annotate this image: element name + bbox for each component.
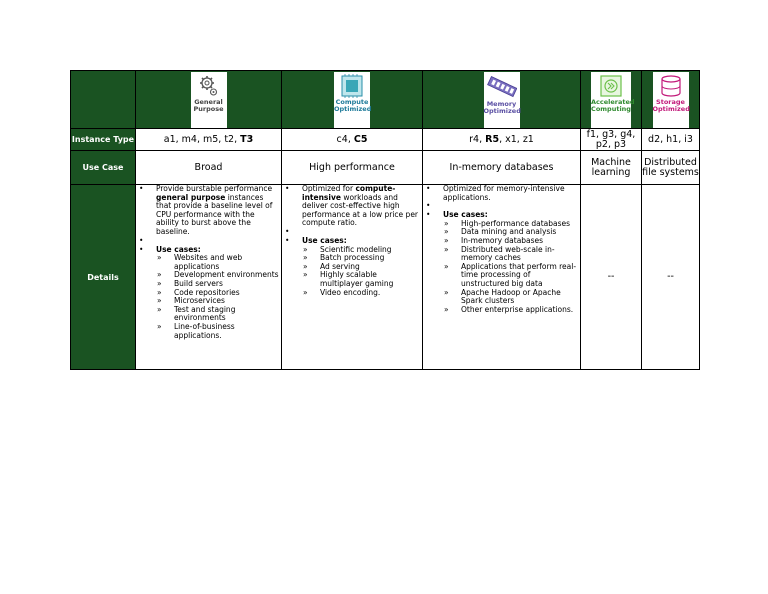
accelerated-computing-label-1: Accelerated (591, 97, 635, 106)
use-case-storage: Distributed file systems (642, 151, 700, 185)
memory-optimized-tile (484, 72, 520, 128)
storage-optimized-tile (653, 72, 689, 128)
intro-text: Optimized for (302, 184, 356, 193)
list-item: » Test and staging environments (174, 306, 279, 323)
intro-text-end: workloads and deliver cost-effective high performance at a low price per compute ratio. (302, 192, 419, 228)
intro-text-end: instances that provide a baseline level of CPU performance with the ability to burst above the baseline. (156, 192, 273, 236)
storage-optimized-label-2: Optimized (652, 105, 690, 113)
list-item: » Video encoding. (320, 289, 420, 298)
gear-icon (198, 74, 220, 98)
instance-type-general-text: a1, m4, m5, t2, (163, 133, 241, 145)
instance-type-general-bold: T3 (240, 133, 254, 145)
details-general-usecases (156, 246, 279, 341)
general-purpose-tile (191, 72, 227, 128)
details-memory (423, 185, 581, 370)
details-compute (282, 185, 423, 370)
instance-type-general (136, 129, 282, 151)
details-compute-intro (302, 185, 420, 228)
list-item: » Distributed web-scale in-memory caches (461, 246, 578, 263)
details-memory-list (423, 185, 578, 314)
list-item: » Applications that perform real-time processing of unstructured big data (461, 263, 578, 289)
list-item: » Microservices (174, 297, 279, 306)
instance-type-compute (282, 129, 423, 151)
instance-type-memory-suffix: , x1, z1 (499, 133, 534, 145)
list-item: » Apache Hadoop or Apache Spark clusters (461, 289, 578, 306)
list-item: » Scientific modeling (320, 246, 420, 255)
list-item: » Data mining and analysis (461, 228, 578, 237)
instance-type-memory-text: r4, (469, 133, 486, 145)
instance-type-compute-bold: C5 (353, 133, 368, 145)
list-item: » Ad serving (320, 263, 420, 272)
instance-type-accelerated: f1, g3, g4, p2, p3 (581, 129, 642, 151)
memory-optimized-label-2: Optimized (483, 107, 521, 115)
list-item: » Highly scalable multiplayer gaming (320, 271, 420, 288)
general-purpose-label-1: General (194, 97, 223, 106)
list-item: » Line-of-business applications. (174, 323, 279, 340)
accelerated-computing-label-2: Computing (591, 105, 631, 113)
corner-cell (71, 71, 136, 129)
header-general-purpose (136, 71, 282, 129)
storage-optimized-label-1: Storage (656, 97, 685, 106)
list-item: » In-memory databases (461, 237, 578, 246)
use-case-compute: High performance (282, 151, 423, 185)
compute-optimized-label-2: Optimized (334, 105, 372, 113)
use-cases-heading: Use cases: (156, 244, 201, 254)
instance-type-label: Instance Type (71, 129, 136, 151)
details-row (71, 185, 700, 370)
details-memory-sublist (443, 220, 578, 315)
use-case-general: Broad (136, 151, 282, 185)
header-row (71, 71, 700, 129)
details-general-sublist (156, 254, 279, 340)
details-memory-usecases (443, 211, 578, 314)
chip-icon (339, 74, 365, 98)
use-case-accelerated: Machine learning (581, 151, 642, 185)
header-accelerated-computing (581, 71, 642, 129)
details-storage: -- (642, 185, 700, 370)
details-compute-usecases (302, 237, 420, 297)
details-memory-intro: • Optimized for memory-intensive applications. (443, 185, 578, 202)
list-item: » Other enterprise applications. (461, 306, 578, 315)
database-icon (659, 74, 683, 98)
instance-type-storage: d2, h1, i3 (642, 129, 700, 151)
use-case-memory: In-memory databases (423, 151, 581, 185)
instance-type-memory (423, 129, 581, 151)
list-item: » Websites and web applications (174, 254, 279, 271)
instance-type-compute-text: c4, (336, 133, 354, 145)
use-case-label: Use Case (71, 151, 136, 185)
general-purpose-label-2: Purpose (193, 105, 224, 113)
memory-icon (487, 74, 517, 100)
list-item: » Build servers (174, 280, 279, 289)
list-item: » High-performance databases (461, 220, 578, 229)
intro-bold: compute-intensive (302, 184, 396, 202)
accelerated-computing-tile (591, 72, 635, 128)
details-compute-list (282, 185, 420, 297)
header-storage-optimized (642, 71, 700, 129)
details-accelerated: -- (581, 185, 642, 370)
header-compute-optimized (282, 71, 423, 129)
details-general-intro (156, 185, 279, 237)
list-item: » Development environments (174, 271, 279, 280)
intro-bold: general purpose (156, 192, 226, 202)
list-item: » Code repositories (174, 289, 279, 298)
use-cases-heading: Use cases: (302, 235, 347, 245)
memory-optimized-label-1: Memory (486, 99, 517, 108)
intro-text: Provide burstable performance (156, 184, 273, 193)
use-cases-heading: Use cases: (443, 210, 488, 220)
details-general (136, 185, 282, 370)
instance-type-table (70, 70, 700, 370)
details-general-list (136, 185, 279, 340)
use-case-row (71, 151, 700, 185)
instance-type-row (71, 129, 700, 151)
instance-type-memory-bold: R5 (485, 133, 500, 145)
header-memory-optimized (423, 71, 581, 129)
compute-optimized-tile (334, 72, 370, 128)
accelerator-icon (598, 74, 624, 98)
list-item: » Batch processing (320, 254, 420, 263)
details-label: Details (71, 185, 136, 370)
details-compute-sublist (302, 246, 420, 298)
compute-optimized-label-1: Compute (335, 97, 369, 106)
